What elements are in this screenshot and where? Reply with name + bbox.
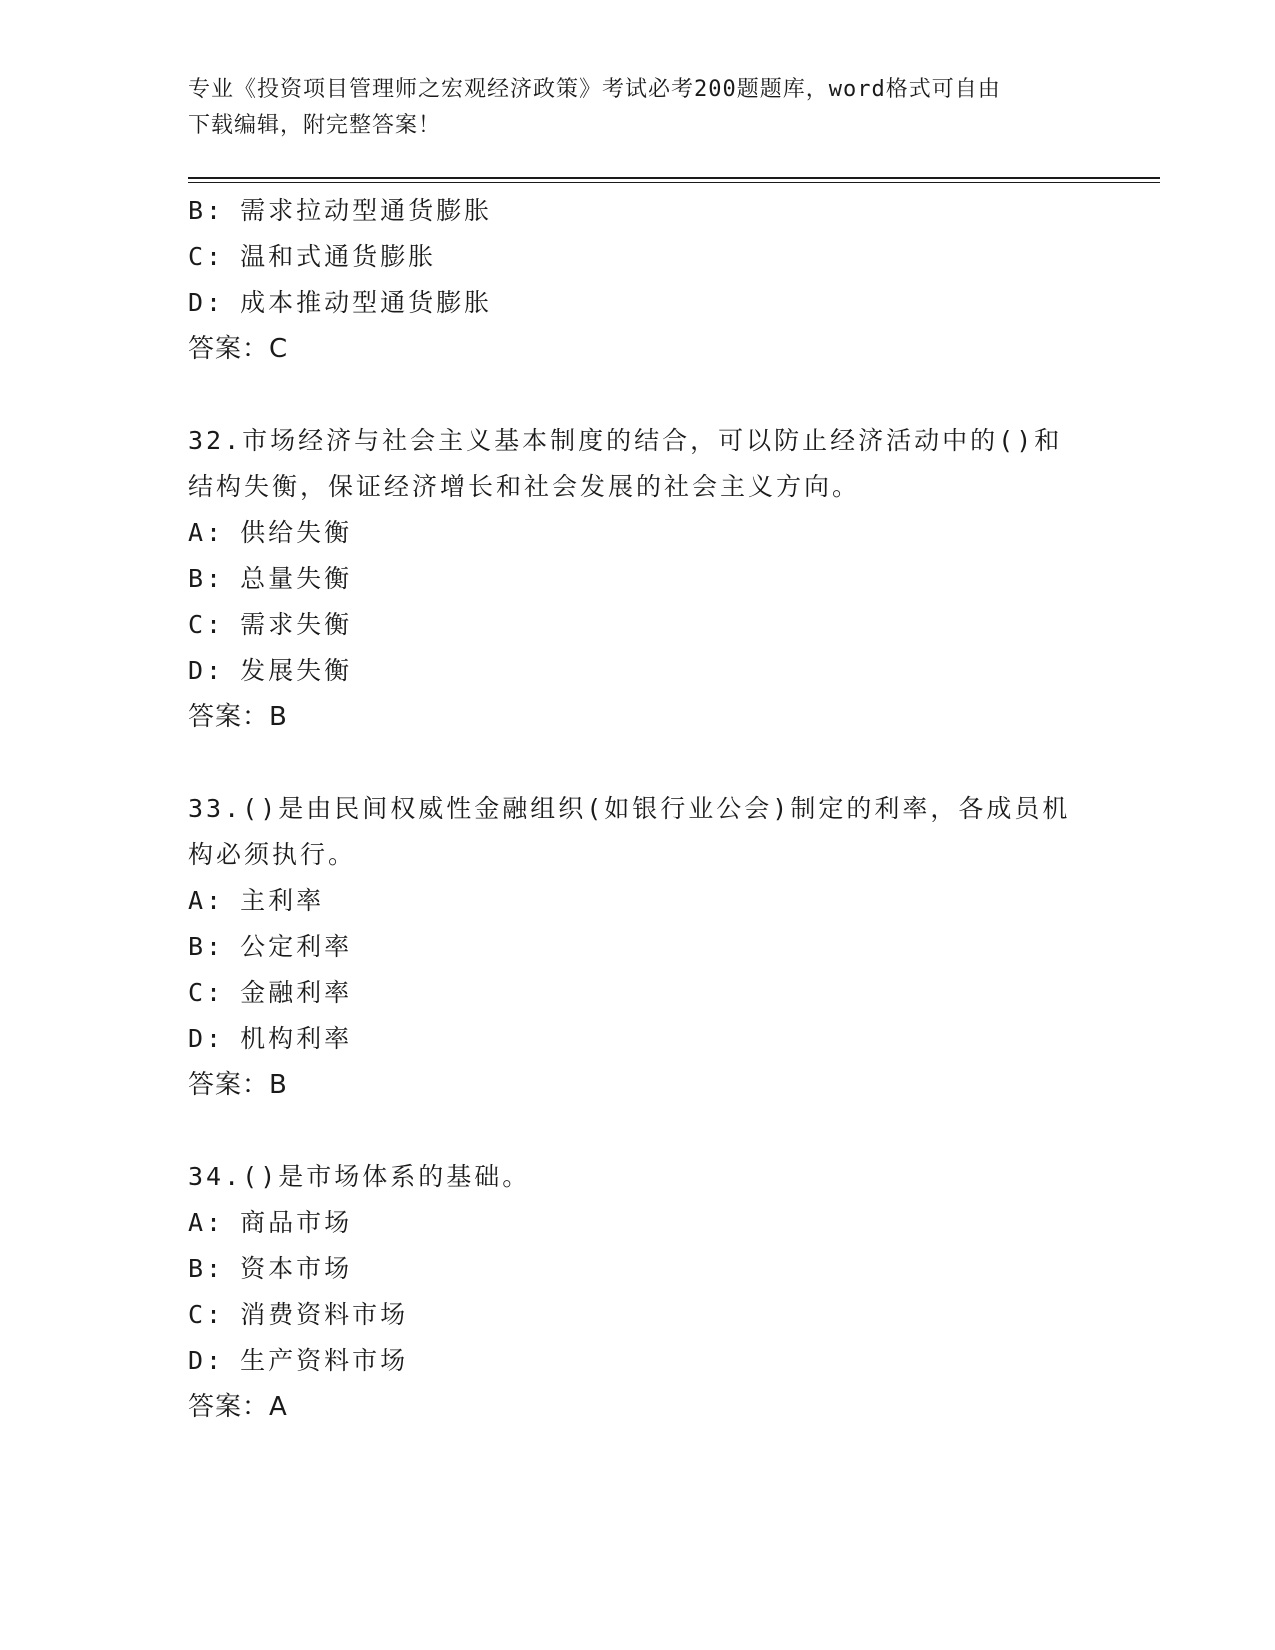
option-text: 资本市场: [240, 1254, 353, 1283]
question-stem-line-1: 32.市场经济与社会主义基本制度的结合，可以防止经济活动中的()和: [188, 426, 1063, 455]
option-letter: B:: [188, 564, 225, 593]
option-letter: A:: [188, 1208, 225, 1237]
option-text: 总量失衡: [240, 564, 353, 593]
option-text: 金融利率: [240, 978, 353, 1007]
option-letter: B:: [188, 196, 225, 225]
header-divider: [188, 177, 1160, 183]
option-a: [188, 1200, 1088, 1246]
option-d: [188, 1016, 1088, 1062]
question-stem-line-1: 33.()是由民间权威性金融组织(如银行业公会)制定的利率，各成员机: [188, 794, 1071, 823]
question-33: [188, 786, 1088, 1108]
option-text: 主利率: [240, 886, 325, 915]
option-letter: B:: [188, 932, 225, 961]
option-text: 成本推动型通货膨胀: [240, 288, 493, 317]
option-letter: D:: [188, 288, 225, 317]
option-text: 机构利率: [240, 1024, 353, 1053]
question-stem-line-1: 34.()是市场体系的基础。: [188, 1162, 531, 1191]
answer-line: 答案：B: [188, 702, 288, 732]
option-text: 发展失衡: [240, 656, 353, 685]
option-a: [188, 878, 1088, 924]
option-letter: C:: [188, 978, 225, 1007]
question-31-continuation: [188, 188, 1088, 372]
option-text: 需求失衡: [240, 610, 353, 639]
answer-line: 答案：B: [188, 1070, 288, 1100]
option-c: [188, 970, 1088, 1016]
question-32: [188, 418, 1088, 740]
option-d: [188, 280, 1088, 326]
option-letter: D:: [188, 1024, 225, 1053]
option-letter: C:: [188, 242, 225, 271]
document-header: [188, 72, 1088, 144]
option-text: 生产资料市场: [240, 1346, 409, 1375]
option-text: 供给失衡: [240, 518, 353, 547]
option-text: 温和式通货膨胀: [240, 242, 437, 271]
question-stem: [188, 786, 1088, 878]
header-line-2: 下载编辑，附完整答案！: [188, 113, 442, 138]
question-stem: [188, 418, 1088, 510]
option-c: [188, 234, 1088, 280]
option-letter: C:: [188, 1300, 225, 1329]
option-letter: D:: [188, 656, 225, 685]
option-text: 公定利率: [240, 932, 353, 961]
option-letter: A:: [188, 518, 225, 547]
question-stem: [188, 1154, 1088, 1200]
answer-line: 答案：A: [188, 1392, 288, 1422]
option-text: 商品市场: [240, 1208, 353, 1237]
option-c: [188, 1292, 1088, 1338]
option-b: [188, 924, 1088, 970]
option-c: [188, 602, 1088, 648]
option-text: 消费资料市场: [240, 1300, 409, 1329]
option-letter: C:: [188, 610, 225, 639]
question-list: [188, 188, 1088, 1430]
option-letter: B:: [188, 1254, 225, 1283]
header-line-1: 专业《投资项目管理师之宏观经济政策》考试必考200题题库，word格式可自由: [188, 77, 1001, 102]
question-stem-line-2: 构必须执行。: [188, 840, 357, 869]
option-d: [188, 1338, 1088, 1384]
option-b: [188, 556, 1088, 602]
option-letter: A:: [188, 886, 225, 915]
option-b: [188, 1246, 1088, 1292]
answer-line: 答案：C: [188, 334, 289, 364]
question-34: [188, 1154, 1088, 1430]
option-text: 需求拉动型通货膨胀: [240, 196, 493, 225]
option-letter: D:: [188, 1346, 225, 1375]
option-a: [188, 510, 1088, 556]
option-d: [188, 648, 1088, 694]
question-stem-line-2: 结构失衡，保证经济增长和社会发展的社会主义方向。: [188, 472, 861, 501]
option-b: [188, 188, 1088, 234]
